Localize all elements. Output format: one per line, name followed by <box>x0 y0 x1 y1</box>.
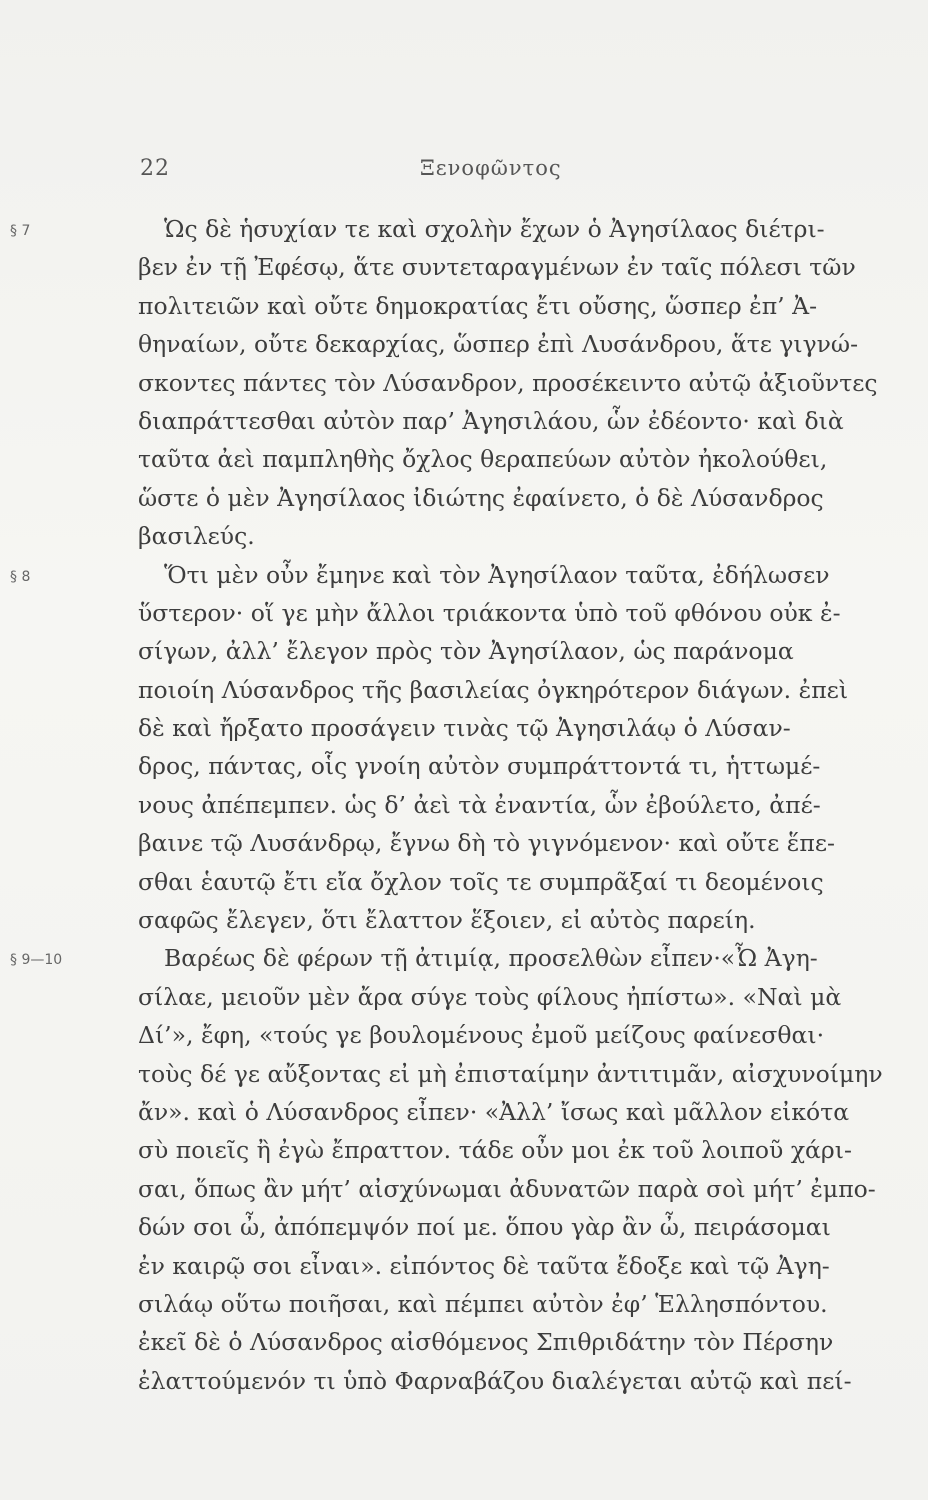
text-line <box>138 1093 898 1131</box>
line-text: σαι, ὅπως ἂν μήτ’ αἰσχύνωμαι ἀδυνατῶν παρὰ σοὶ μήτ’ ἐμπο- <box>138 1174 876 1203</box>
text-line <box>138 709 898 747</box>
line-text: διαπράττεσθαι αὐτὸν παρ’ Ἀγησιλάου, ὧν ἐδέοντο· καὶ διὰ <box>138 406 844 435</box>
line-text: σίγων, ἀλλ’ ἔλεγον πρὸς τὸν Ἀγησίλαον, ὡς παράνομα <box>138 637 794 666</box>
line-text: δών σοι ὦ, ἀπόπεμψόν ποί με. ὅπου γὰρ ἂν ὦ, πειράσομαι <box>138 1213 831 1242</box>
line-text: δρος, πάντας, οἷς γνοίη αὐτὸν συμπράττοντά τι, ἡττωμέ- <box>138 752 821 781</box>
body-text <box>10 210 898 1400</box>
line-text: ἐκεῖ δὲ ὁ Λύσανδρος αἰσθόμενος Σπιθριδάτην τὸν Πέρσην <box>138 1328 834 1357</box>
line-text: σὺ ποιεῖς ἢ ἐγὼ ἔπραττον. τάδε οὖν μοι ἐκ τοῦ λοιποῦ χάρι- <box>138 1136 852 1165</box>
text-line <box>138 440 898 478</box>
text-line <box>138 1323 898 1361</box>
text-line <box>138 747 898 785</box>
text-line <box>138 1131 898 1169</box>
text-line <box>138 1285 898 1323</box>
line-text: ὕστερον· οἵ γε μὴν ἄλλοι τριάκοντα ὑπὸ τοῦ φθόνου οὐκ ἐ- <box>138 598 841 627</box>
section-marker: § 8 <box>10 568 31 585</box>
line-text: ὥστε ὁ μὲν Ἀγησίλαος ἰδιώτης ἐφαίνετο, ὁ δὲ Λύσανδρος <box>138 483 824 512</box>
line-text: πολιτειῶν καὶ οὔτε δημοκρατίας ἔτι οὔσης, ὥσπερ ἐπ’ Ἀ- <box>138 291 818 320</box>
line-text: Ὅτι μὲν οὖν ἔμηνε καὶ τὸν Ἀγησίλαον ταῦτα, ἐδήλωσεν <box>164 560 830 589</box>
line-text: τοὺς δέ γε αὔξοντας εἰ μὴ ἐπισταίμην ἀντιτιμᾶν, αἰσχυνοίμην <box>138 1059 883 1088</box>
text-line <box>138 1247 898 1285</box>
line-text: Δί’», ἔφη, «τούς γε βουλομένους ἐμοῦ μείζους φαίνεσθαι· <box>138 1021 825 1050</box>
text-line <box>138 1016 898 1054</box>
line-text: ἄν». καὶ ὁ Λύσανδρος εἶπεν· «Ἀλλ’ ἴσως καὶ μᾶλλον εἰκότα <box>138 1097 850 1126</box>
text-line <box>138 901 898 939</box>
line-text: νους ἀπέπεμπεν. ὡς δ’ ἀεὶ τὰ ἐναντία, ὧν ἐβούλετο, ἀπέ- <box>138 790 821 819</box>
line-text: δὲ καὶ ἤρξατο προσάγειν τινὰς τῷ Ἀγησιλάῳ ὁ Λύσαν- <box>138 714 791 743</box>
text-line <box>10 939 898 977</box>
text-line <box>138 364 898 402</box>
line-text: ἐν καιρῷ σοι εἶναι». εἰπόντος δὲ ταῦτα ἔδοξε καὶ τῷ Ἀγη- <box>138 1251 830 1280</box>
line-text: Ὡς δὲ ἡσυχίαν τε καὶ σχολὴν ἔχων ὁ Ἀγησίλαος διέτρι- <box>164 215 825 243</box>
line-text: σθαι ἑαυτῷ ἔτι εἴα ὄχλον τοῖς τε συμπρᾶξαί τι δεομένοις <box>138 867 824 896</box>
text-line <box>138 1055 898 1093</box>
line-text: σκοντες πάντες τὸν Λύσανδρον, προσέκειντο αὐτῷ ἀξιοῦντες <box>138 368 878 397</box>
page-number: 22 <box>140 156 170 181</box>
text-line <box>138 1208 898 1246</box>
text-line <box>10 210 898 248</box>
line-text: σαφῶς ἔλεγεν, ὅτι ἔλαττον ἕξοιεν, εἰ αὐτὸς παρείη. <box>138 906 756 935</box>
text-line <box>138 517 898 555</box>
line-text: βεν ἐν τῇ Ἐφέσῳ, ἅτε συντεταραγμένων ἐν ταῖς πόλεσι τῶν <box>138 253 856 282</box>
text-line <box>10 556 898 594</box>
line-text: Βαρέως δὲ φέρων τῇ ἀτιμίᾳ, προσελθὼν εἶπεν·«Ὦ Ἀγη- <box>164 944 818 973</box>
section-marker: § 9—10 <box>10 952 63 969</box>
text-line <box>138 671 898 709</box>
section-marker: § 7 <box>10 223 31 239</box>
running-title: Ξενοφῶντος <box>420 156 562 180</box>
text-line <box>138 287 898 325</box>
text-line <box>138 786 898 824</box>
line-text: ἐλαττούμενόν τι ὑπὸ Φαρναβάζου διαλέγεται αὐτῷ καὶ πεί- <box>138 1366 852 1395</box>
line-text: σιλάῳ οὕτω ποιῆσαι, καὶ πέμπει αὐτὸν ἐφ’ Ἑλλησπόντου. <box>138 1289 828 1318</box>
line-text: σίλαε, μειοῦν μὲν ἄρα σύγε τοὺς φίλους ἠπίστω». «Ναὶ μὰ <box>138 982 842 1011</box>
text-line <box>138 824 898 862</box>
text-line <box>138 325 898 363</box>
text-line <box>138 863 898 901</box>
text-line <box>138 402 898 440</box>
line-text: βαινε τῷ Λυσάνδρῳ, ἔγνω δὴ τὸ γιγνόμενον· καὶ οὔτε ἕπε- <box>138 829 835 858</box>
text-line <box>138 248 898 286</box>
line-text: θηναίων, οὔτε δεκαρχίας, ὥσπερ ἐπὶ Λυσάνδρου, ἅτε γιγνώ- <box>138 330 859 359</box>
text-line <box>138 1170 898 1208</box>
text-line <box>138 632 898 670</box>
line-text: ταῦτα ἀεὶ παμπληθὴς ὄχλος θεραπεύων αὐτὸν ἠκολούθει, <box>138 445 828 474</box>
page-header <box>0 152 928 192</box>
line-text: ποιοίη Λύσανδρος τῆς βασιλείας ὀγκηρότερον διάγων. ἐπεὶ <box>138 675 849 704</box>
text-line <box>138 1362 898 1400</box>
text-line <box>138 594 898 632</box>
line-text: βασιλεύς. <box>138 522 255 551</box>
text-line <box>138 479 898 517</box>
text-line <box>138 978 898 1016</box>
